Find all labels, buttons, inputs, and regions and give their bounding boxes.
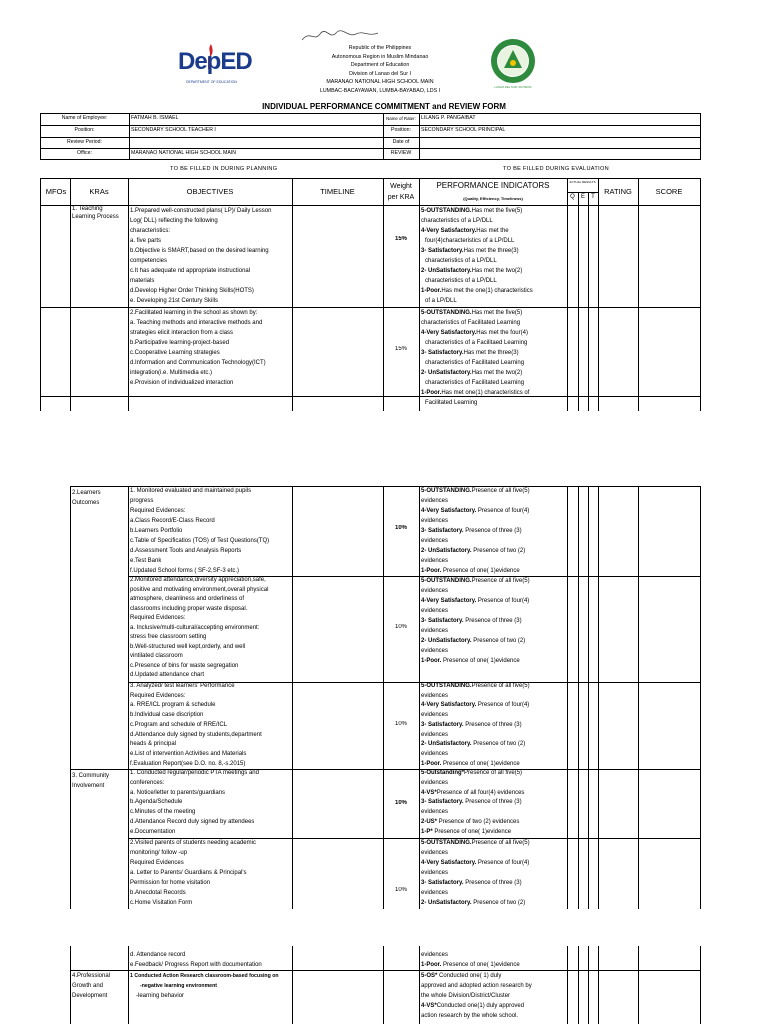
col-header-weight: Weight per KRA <box>387 183 415 201</box>
indicator-line: the whole Division/District/Cluster <box>421 993 511 999</box>
indicator-line: 2- UnSatisfactory.Has met the two(2) <box>421 268 523 274</box>
objective-continuation <box>130 950 292 970</box>
indicator-line: 4-Very Satisfactory.Has met the four(4) <box>421 330 528 336</box>
objective-line: d.Updated attendance chart <box>130 672 205 678</box>
name-rater-label: Name of Rater: <box>386 116 416 121</box>
kra-line: Development <box>72 993 108 999</box>
indicator-line: 3- Satisfactory. Presence of three (3) <box>421 721 522 728</box>
objective-cell <box>130 486 292 576</box>
objective-cell <box>130 682 292 769</box>
indicator-cell <box>421 206 567 306</box>
objective-line: 1 Conducted Action Research classroom-based focusing on <box>130 973 279 979</box>
agency-line: LUMBAC-BACAYAWAN, LUMBA-BAYABAO, LDS I <box>319 87 441 94</box>
name-rater-value: LILANG P. PANGAIBAT <box>421 115 476 121</box>
agency-line: Department of Education <box>350 62 410 69</box>
indicator-line: Facilitated Learning <box>425 400 478 406</box>
col-header-indicators-sub: (Quality, Efficiency, Timeliness) <box>463 196 523 201</box>
objective-line: Required Evidences: <box>130 615 186 621</box>
objective-line: 1. Conducted regular/periodic PTA meetings and <box>130 770 259 776</box>
indicator-line: evidences <box>421 731 449 738</box>
objective-line: competencies <box>130 258 168 264</box>
objective-line: e.Documentation <box>130 828 176 835</box>
weight-cell: 10% <box>394 624 407 630</box>
indicator-line: action research by the whole school. <box>421 1013 519 1019</box>
objective-line: c.Cooperative Learning strategies <box>130 350 220 356</box>
agency-line: Republic of the Philippines <box>348 45 412 51</box>
indicator-line: 5-OUTSTANDING.Presence of all five(5) <box>421 488 530 494</box>
kra-cell <box>72 971 128 1001</box>
indicator-line: 2- UnSatisfactory. Presence of two (2) <box>421 548 526 554</box>
rater-position-label: Position: <box>391 127 411 133</box>
objective-line: a. Letter to Parents/ Guardians & Principal's <box>130 870 247 876</box>
indicator-cell <box>421 971 567 1021</box>
indicator-line: 4-Very Satisfactory.Has met the <box>421 228 509 234</box>
weight-cell: 10% <box>394 525 407 531</box>
indicator-line: 1-Poor. Presence of one( 1)evidence <box>421 962 520 968</box>
objective-line: 2.Monitored attendance,diversity appreciation,safe, <box>130 577 266 583</box>
indicator-line: evidences <box>421 952 449 958</box>
weight-cell: 10% <box>394 800 407 806</box>
indicator-line: 4-Very Satisfactory. Presence of four(4) <box>421 598 530 604</box>
col-header-q: Q <box>570 194 575 200</box>
objective-cell <box>130 971 292 1001</box>
objective-line: c.Program and schedule of RRE/ICL <box>130 721 228 728</box>
indicator-line: characteristics of a Facilitaed Learning <box>425 340 528 346</box>
objective-line: e.Test Bank <box>130 558 162 564</box>
agency-line: Division of Lanao del Sur I <box>349 70 411 77</box>
indicator-line: 4-Very Satisfactory. Presence of four(4) <box>421 508 530 514</box>
indicator-line: 2- UnSatisfactory.Has met the two(2) <box>421 370 523 376</box>
indicator-cell <box>421 682 567 769</box>
indicator-line: 3- Satisfactory. Presence of three (3) <box>421 799 522 806</box>
objective-line: materials <box>130 278 155 284</box>
objective-line: b.Individual case discription <box>130 712 204 719</box>
indicator-line: 5-OS* Conducted one( 1) duly <box>421 973 502 979</box>
evaluation-section-label: TO BE FILLED DURING EVALUATION <box>503 166 609 172</box>
indicator-line: evidences <box>421 588 449 594</box>
objective-line: b.Participative learning-project-based <box>130 340 230 346</box>
objective-line: d.Develop Higher Order Thinking Skills(HOTS) <box>130 288 254 294</box>
objective-line: positive and motivating environment,overall physical <box>130 586 269 593</box>
objective-line: 3. Analyzed/ test learners' Performance <box>130 683 235 689</box>
indicator-line: 5-OUTSTANDING.Has met the five(5) <box>421 208 523 214</box>
objective-line: a. Teaching methods and interactive methods and <box>130 320 263 326</box>
indicator-line: four(4)characteristics of a LP/DLL <box>425 238 515 244</box>
indicator-line: evidences <box>421 712 449 719</box>
objective-line: a. Inclusive/multi-cultural/accepting environment: <box>130 624 260 631</box>
indicator-line: characteristics of a LP/DLL <box>425 258 497 264</box>
indicator-line: 1-Poor. Presence of one( 1)evidence <box>421 658 520 664</box>
objective-cell <box>130 576 292 681</box>
objective-line: 2.Facilitated learning in the school as shown by: <box>130 310 258 316</box>
indicator-line: of a LP/DLL <box>425 298 457 304</box>
position-label: Position: <box>74 127 95 133</box>
planning-section-label: TO BE FILLED IN DURING PLANNING <box>170 166 278 172</box>
indicator-line: evidences <box>421 870 449 876</box>
deped-subtitle: DEPARTMENT OF EDUCATION <box>186 80 237 84</box>
indicator-line: 3- Satisfactory.Has met the three(3) <box>421 350 519 356</box>
objective-line: atmosphere, cleanliness and orderliness of <box>130 596 245 602</box>
indicator-line: 1-Poor. Presence of one( 1)evidence <box>421 568 520 574</box>
review-period-label: Review Period: <box>67 139 102 145</box>
indicator-cell <box>421 486 567 576</box>
objective-line: heads & principal <box>130 741 177 748</box>
indicator-line: 5-OUTSTANDING.Presence of all five(5) <box>421 683 530 689</box>
indicator-line: 2- UnSatisfactory. Presence of two (2) <box>421 900 526 906</box>
indicator-line: characteristics of Facilitated Learning <box>425 360 525 366</box>
indicator-line: evidences <box>421 538 449 544</box>
indicator-line: 2-US* Presence of two (2) evidences <box>421 818 520 825</box>
objective-line: Required Evidences: <box>130 508 186 514</box>
indicator-line: 1-Poor. Presence of one( 1)evidence <box>421 760 520 767</box>
indicator-line: evidences <box>421 809 449 816</box>
objective-line: conferences: <box>130 779 165 786</box>
indicator-cell <box>421 838 567 908</box>
indicator-line: approved and adopted action research by <box>421 983 532 989</box>
objective-line: a. five parts <box>130 238 162 244</box>
objective-line: d.Assessment Tools and Analysis Reports <box>130 548 242 554</box>
objective-line: 1.Prepared well-constructed plans( LP)/ Daily Lesson <box>130 208 272 214</box>
kra-line: 3. Community <box>72 773 110 779</box>
weight-cell: 15% <box>394 346 407 352</box>
indicator-line: 5-OUTSTANDING.Has met the five(5) <box>421 310 523 316</box>
indicator-cell <box>421 769 567 838</box>
deped-logo <box>178 38 252 88</box>
indicator-line: characteristics of Facilitated Learning <box>421 320 521 326</box>
division-seal <box>490 38 536 89</box>
objective-line: a. Notice/letter to parents/guardians <box>130 789 226 796</box>
objective-line: e.List of intervention Activities and Materials <box>130 750 247 757</box>
col-header-t: T <box>591 194 595 200</box>
indicator-line: evidences <box>421 850 449 856</box>
weight-cell: 10% <box>394 887 407 893</box>
objective-line: a. RRE/ICL program & schedule <box>130 702 216 709</box>
objective-cell <box>130 838 292 908</box>
indicator-line: evidences <box>421 608 449 614</box>
agency-line: MARANAO NATIONAL HIGH SCHOOL MAIN <box>326 79 434 86</box>
indicator-line: 4-Very Satisfactory. Presence of four(4) <box>421 702 530 709</box>
objective-line: strategies elicit interaction from a class <box>130 330 234 336</box>
review-label: REVIEW <box>390 150 412 156</box>
objective-line: c.Minutes of the meeting <box>130 809 196 816</box>
objective-line: b.Objective is SMART,based on the desired learning <box>130 248 269 254</box>
kra-line: Growth and <box>72 983 104 989</box>
objective-line: 2.Visited parents of students needing academic <box>130 840 256 846</box>
indicator-line: 2- UnSatisfactory. Presence of two (2) <box>421 741 526 748</box>
agency-header <box>290 44 470 96</box>
objective-line: b.Agenda/Schedule <box>130 799 183 806</box>
indicator-line: evidences <box>421 779 449 786</box>
indicator-line: 3- Satisfactory. Presence of three (3) <box>421 528 522 534</box>
indicator-cell <box>421 576 567 666</box>
indicator-continuation <box>421 950 567 970</box>
indicator-line: evidences <box>421 518 449 524</box>
objective-line: c.Table of Specificatios (TOS) of Test Questions(TQ) <box>130 538 270 544</box>
indicator-line: 1-Poor.Has met the one(1) characteristics <box>421 288 533 294</box>
office-value: MARANAO NATIONAL HIGH SCHOOL MAIN <box>131 150 237 156</box>
deped-wordmark: DepED <box>178 48 252 75</box>
kra-line: 2.Learners <box>72 490 101 496</box>
objective-line: integration(i.e. Multimedia etc.) <box>130 370 213 376</box>
objective-line: c.Home Visitation Form <box>130 900 193 906</box>
objective-line: b.Learners Portfolio <box>130 528 183 534</box>
objective-line: Log( DLL) reflecting the following <box>130 218 218 224</box>
indicator-line: 5-OUTSTANDING.Presence of all five(5) <box>421 840 530 846</box>
indicator-line: evidences <box>421 558 449 564</box>
kra-cell <box>72 771 128 791</box>
objective-line: e.Feedback/ Progress Report with documentation <box>130 962 262 968</box>
objective-line: d.Attendance duly signed by students,department <box>130 731 262 738</box>
seal-text: LANAO DEL SUR I DIVISION <box>494 85 532 89</box>
indicator-line: characteristics of Facilitated Learning <box>425 380 525 386</box>
objective-line: characteristics: <box>130 228 171 234</box>
rater-position-value: SECONDARY SCHOOL PRINCIPAL <box>421 127 506 133</box>
objective-line: e. Developing 21st Century Skills <box>130 298 219 304</box>
form-title: INDIVIDUAL PERFORMANCE COMMITMENT and REVIEW FORM <box>262 102 506 111</box>
indicator-line: characteristics of a LP/DLL <box>421 218 493 224</box>
objective-line: b.Anecdotal Records <box>130 890 186 896</box>
indicator-line: 3- Satisfactory. Presence of three (3) <box>421 880 522 886</box>
kra-line: Learning Process <box>72 213 119 220</box>
indicator-cell <box>421 308 567 408</box>
col-header-e: E <box>580 194 585 200</box>
kra-cell <box>72 488 128 508</box>
indicator-line: 1-Poor.Has met one(1) characteristics of <box>421 390 530 396</box>
indicator-line: 3- Satisfactory.Has met the three(3) <box>421 248 519 254</box>
col-header-timeline: TIMELINE <box>320 187 355 196</box>
objective-line: c.Presence of bins for waste segregation <box>130 662 239 669</box>
col-header-actual-results: ACTUAL RESULTS <box>569 180 596 184</box>
objective-line: b.Well-structured well kept,orderly, and well <box>130 643 246 650</box>
indicator-line: evidences <box>421 648 449 654</box>
objective-line: stress free classroom setting <box>130 634 207 640</box>
objective-line: progress <box>130 498 154 504</box>
indicator-line: 1-P* Presence of one( 1)evidence <box>421 828 512 835</box>
indicator-line: characteristics of a LP/DLL <box>425 278 497 284</box>
objective-cell <box>130 308 292 388</box>
objective-line: d.Information and Communication Technology(ICT) <box>130 360 266 366</box>
objective-line: d. Attendance record <box>130 952 186 958</box>
col-header-score: SCORE <box>655 187 683 196</box>
indicator-line: 4-VS*Conducted one(1) duly approved <box>421 1003 525 1009</box>
indicator-line: 4-VS*Presence of all four(4) evidences <box>421 789 525 796</box>
objective-line: f.Evaluation Report(see D.O. no. 8,-s.2015) <box>130 760 246 767</box>
agency-line: Autonomous Region in Muslim Mindanao <box>331 53 429 60</box>
objective-line: -negative learning environment <box>140 983 217 989</box>
objective-line: vintilated classroom <box>130 653 183 659</box>
kra-line: Outcomes <box>72 500 100 506</box>
weight-cell: 15% <box>394 236 407 242</box>
indicator-line: evidences <box>421 498 449 504</box>
objective-line: -learning behavior <box>136 993 185 999</box>
col-header-kras: KRAs <box>89 187 109 196</box>
position-value: SECONDARY SCHOOL TEACHER I <box>131 127 216 133</box>
objective-line: c.It has adequate nd appropriate instructional <box>130 268 251 274</box>
col-header-rating: RATING <box>604 187 632 196</box>
indicator-line: 2- UnSatisfactory. Presence of two (2) <box>421 638 526 644</box>
objective-line: 1. Monitored evaluated and maintained pupils <box>130 488 252 494</box>
objective-line: Required Evidences: <box>130 692 186 699</box>
objective-line: Permission for home visitation <box>130 880 211 886</box>
col-header-indicators: PERFORMANCE INDICATORS <box>436 181 550 190</box>
name-employee-label: Name of Employee: <box>61 115 108 121</box>
indicator-line: evidences <box>421 628 449 634</box>
objective-cell <box>130 206 292 306</box>
kra-cell <box>72 206 128 221</box>
indicator-line: 5-Outstanding*Presence of all five(5) <box>421 770 523 776</box>
objective-line: d.Attendance Record duly signed by attendees <box>130 818 255 825</box>
indicator-line: evidences <box>421 750 449 757</box>
name-employee-value: FATMAH B. ISMAEL <box>131 115 179 121</box>
objective-line: f.Updated School forms ( SF-2,SF-3 etc.) <box>130 568 240 574</box>
office-label: Office: <box>77 150 92 156</box>
weight-cell: 10% <box>394 721 407 727</box>
kra-line: 4.Professional <box>72 973 111 979</box>
col-header-mfos: MFOs <box>45 187 67 196</box>
indicator-line: 3- Satisfactory. Presence of three (3) <box>421 618 522 624</box>
kra-line: Involvement <box>72 783 105 789</box>
objective-line: monitoring/ follow -up <box>130 850 188 856</box>
indicator-line: evidences <box>421 890 449 896</box>
col-header-objectives: OBJECTIVES <box>186 187 234 196</box>
objective-line: classrooms including proper waste disposal. <box>130 605 248 612</box>
date-of-label: Date of <box>392 139 410 145</box>
objective-line: Required Evidences <box>130 860 184 866</box>
objective-line: e.Provision of individualized interaction <box>130 380 234 386</box>
indicator-line: 4-Very Satisfactory. Presence of four(4) <box>421 860 530 866</box>
kra-line: 1. Teaching <box>72 206 103 212</box>
indicator-line: 5-OUTSTANDING.Presence of all five(5) <box>421 578 530 584</box>
indicator-line: evidences <box>421 692 449 699</box>
objective-cell <box>130 769 292 838</box>
objective-line: a.Class Record/E-Class Record <box>130 518 215 524</box>
